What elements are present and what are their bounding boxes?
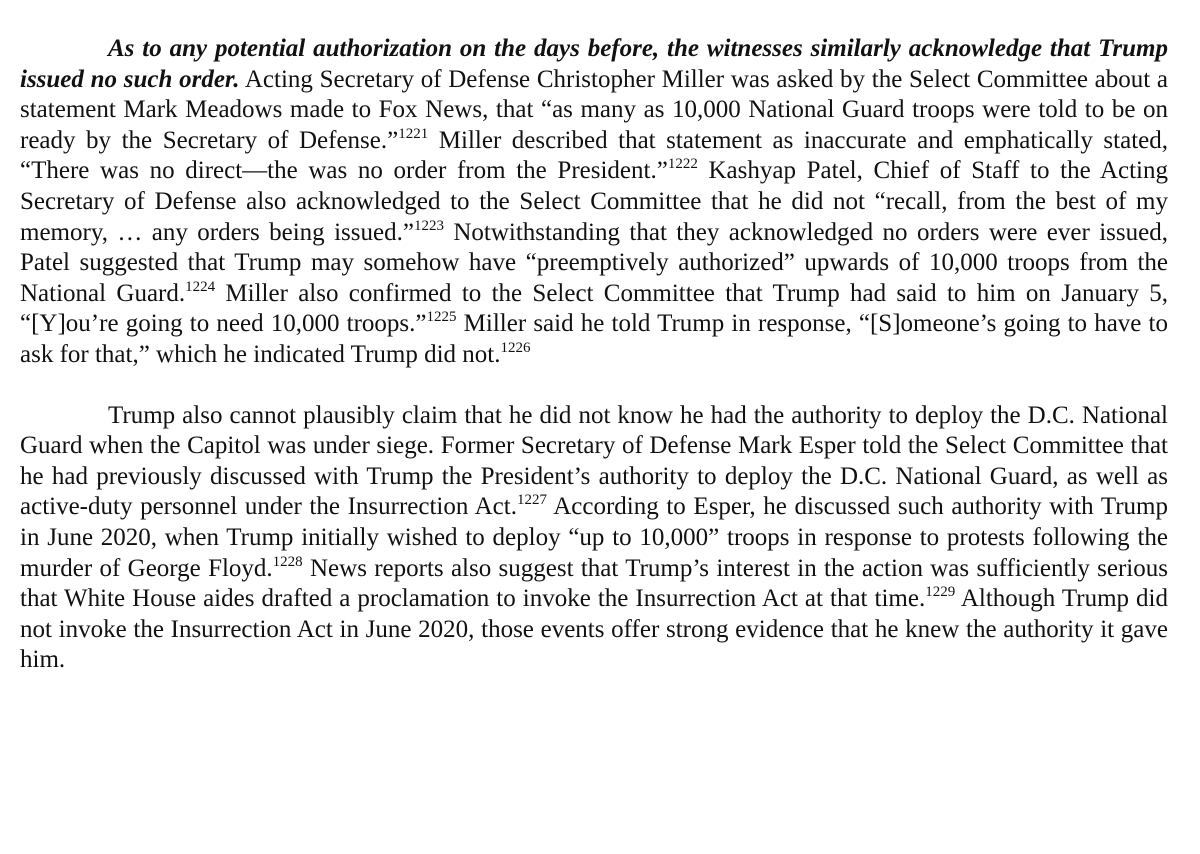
paragraph-authority (20, 401, 1168, 676)
paragraph-text: Acting Secretary of Defense Christopher Miller was asked by the Select Committee about a statement Mark Meadows made to Fox News, that “as many as 10,000 National Guard troops were told to be on ready by the Secretary of Defense.” (20, 65, 1168, 154)
footnote-ref[interactable]: 1225 (426, 309, 457, 326)
footnote-ref[interactable]: 1227 (516, 492, 547, 509)
paragraph-text: Miller also confirmed to the Select Committee that Trump had said to him on January 5, “[Y]ou’re going to need 10,000 troops.” (20, 279, 1169, 338)
paragraph-text: Kashyap Patel, Chief of Staff to the Acting Secretary of Defense also acknowledged to the Select Committee that he did not “recall, from the best of my memory, … any orders being issued.” (20, 157, 1168, 246)
paragraph-text: Trump also cannot plausibly claim that he did not know he had the authority to deploy the D.C. National Guard when the Capitol was under siege. Former Secretary of Defense Mark Esper told the Select Committee that he had previously discussed with Trump the President’s authority to deploy the D.C. National Guard, as well as active-duty personnel under the Insurrection Act. (20, 401, 1168, 521)
paragraph-text: News reports also suggest that Trump’s interest in the action was sufficiently serious that White House aides drafted a proclamation to invoke the Insurrection Act at that time. (20, 554, 1168, 613)
footnote-ref[interactable]: 1229 (925, 584, 956, 601)
footnote-ref[interactable]: 1226 (500, 339, 531, 356)
paragraph-text: Miller said he told Trump in response, “[S]omeone’s going to have to ask for that,” which he indicated Trump did not. (20, 310, 1169, 368)
footnote-ref[interactable]: 1224 (185, 278, 216, 295)
paragraph-text: Miller described that statement as inaccurate and emphatically stated, “There was no direct—the was no order from the President.” (20, 126, 1168, 185)
footnote-ref[interactable]: 1221 (398, 125, 429, 142)
paragraph-text: Notwithstanding that they acknowledged no orders were ever issued, Patel suggested that Trump may somehow have “preemptively authorized” upwards of 10,000 troops from the National Guard. (20, 218, 1168, 307)
footnote-ref[interactable]: 1222 (667, 156, 698, 173)
paragraph-lead-heading: As to any potential authorization on the days before, the witnesses similarly acknowledge that Trump issued no such order. (20, 35, 1168, 93)
document-page (20, 34, 1168, 676)
paragraph-authorization (20, 34, 1168, 371)
paragraph-text: According to Esper, he discussed such authority with Trump in June 2020, when Trump initially wished to deploy “up to 10,000” troops in response to protests following the murder of George Floyd. (20, 493, 1168, 582)
paragraph-text: Although Trump did not invoke the Insurrection Act in June 2020, those events offer strong evidence that he knew the authority it gave him. (20, 585, 1168, 674)
footnote-ref[interactable]: 1223 (413, 217, 444, 234)
footnote-ref[interactable]: 1228 (272, 553, 303, 570)
